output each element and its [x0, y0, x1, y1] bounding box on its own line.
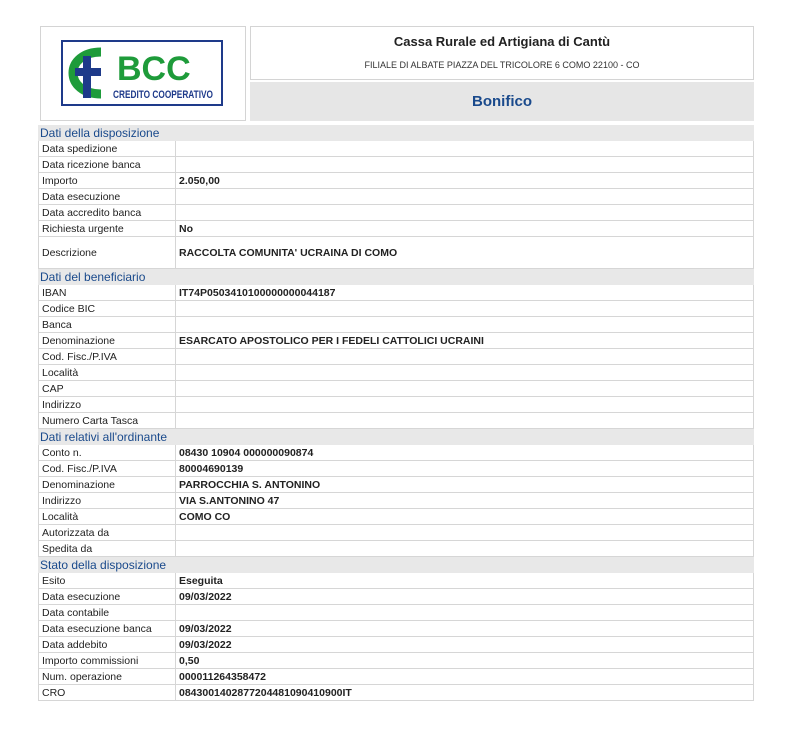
- section-header: Stato della disposizione: [38, 557, 754, 573]
- field-label: Data esecuzione banca: [38, 621, 176, 636]
- table-row: [38, 669, 754, 685]
- logo-subtext: CREDITO COOPERATIVO: [113, 89, 214, 101]
- field-value: PARROCCHIA S. ANTONINO: [176, 477, 754, 492]
- field-value: [176, 317, 754, 332]
- field-label: Denominazione: [38, 477, 176, 492]
- field-value: VIA S.ANTONINO 47: [176, 493, 754, 508]
- field-value: [176, 365, 754, 380]
- table-row: [38, 141, 754, 157]
- field-label: Codice BIC: [38, 301, 176, 316]
- field-label: Località: [38, 365, 176, 380]
- field-value: 09/03/2022: [176, 621, 754, 636]
- field-label: Data esecuzione: [38, 589, 176, 604]
- field-value: [176, 205, 754, 220]
- field-label: Data accredito banca: [38, 205, 176, 220]
- field-value: [176, 605, 754, 620]
- field-value: [176, 349, 754, 364]
- table-row: [38, 349, 754, 365]
- table-row: [38, 461, 754, 477]
- field-value: IT74P0503410100000000044187: [176, 285, 754, 300]
- table-row: [38, 685, 754, 701]
- field-label: Indirizzo: [38, 493, 176, 508]
- section-header: Dati del beneficiario: [38, 269, 754, 285]
- field-label: Importo commissioni: [38, 653, 176, 668]
- field-label: CRO: [38, 685, 176, 700]
- title-box: [250, 82, 754, 121]
- details-table: [38, 125, 754, 701]
- field-value: COMO CO: [176, 509, 754, 524]
- field-label: Esito: [38, 573, 176, 588]
- table-row: [38, 157, 754, 173]
- field-label: Richiesta urgente: [38, 221, 176, 236]
- table-row: [38, 189, 754, 205]
- field-label: Data ricezione banca: [38, 157, 176, 172]
- field-value: [176, 189, 754, 204]
- table-row: [38, 477, 754, 493]
- field-label: Numero Carta Tasca: [38, 413, 176, 428]
- field-value: [176, 381, 754, 396]
- field-value: [176, 397, 754, 412]
- field-label: Indirizzo: [38, 397, 176, 412]
- field-value: Eseguita: [176, 573, 754, 588]
- table-row: [38, 445, 754, 461]
- field-value: [176, 541, 754, 556]
- table-row: [38, 605, 754, 621]
- table-row: [38, 653, 754, 669]
- bank-branch: FILIALE DI ALBATE PIAZZA DEL TRICOLORE 6 COMO 22100 - CO: [364, 60, 640, 70]
- field-label: Data esecuzione: [38, 189, 176, 204]
- field-value: ESARCATO APOSTOLICO PER I FEDELI CATTOLICI UCRAINI: [176, 333, 754, 348]
- table-row: [38, 413, 754, 429]
- field-value: [176, 157, 754, 172]
- bank-name: Cassa Rurale ed Artigiana di Cantù: [393, 34, 611, 49]
- table-row: [38, 221, 754, 237]
- field-label: Data addebito: [38, 637, 176, 652]
- field-value: 000011264358472: [176, 669, 754, 684]
- field-label: Importo: [38, 173, 176, 188]
- bank-info-box: [250, 26, 754, 80]
- table-row: [38, 301, 754, 317]
- field-label: Autorizzata da: [38, 525, 176, 540]
- table-row: [38, 397, 754, 413]
- field-label: CAP: [38, 381, 176, 396]
- field-label: Cod. Fisc./P.IVA: [38, 349, 176, 364]
- section-header: Dati relativi all'ordinante: [38, 429, 754, 445]
- table-row: [38, 333, 754, 349]
- table-row: [38, 237, 754, 269]
- field-value: [176, 301, 754, 316]
- field-label: IBAN: [38, 285, 176, 300]
- table-row: [38, 493, 754, 509]
- field-label: Data contabile: [38, 605, 176, 620]
- logo-box: [40, 26, 246, 121]
- table-row: [38, 173, 754, 189]
- table-row: [38, 637, 754, 653]
- field-value: 80004690139: [176, 461, 754, 476]
- field-label: Località: [38, 509, 176, 524]
- field-value: 08430 10904 000000090874: [176, 445, 754, 460]
- field-label: Num. operazione: [38, 669, 176, 684]
- field-value: 09/03/2022: [176, 589, 754, 604]
- field-label: Conto n.: [38, 445, 176, 460]
- document-title: Bonifico: [472, 93, 532, 110]
- field-value: [176, 413, 754, 428]
- field-label: Denominazione: [38, 333, 176, 348]
- document-header: [40, 26, 754, 121]
- table-row: [38, 365, 754, 381]
- field-value: 0843001402877204481090410900IT: [176, 685, 754, 700]
- field-value: 2.050,00: [176, 173, 754, 188]
- field-label: Banca: [38, 317, 176, 332]
- table-row: [38, 285, 754, 301]
- field-value: 09/03/2022: [176, 637, 754, 652]
- table-row: [38, 525, 754, 541]
- table-row: [38, 205, 754, 221]
- table-row: [38, 589, 754, 605]
- field-label: Data spedizione: [38, 141, 176, 156]
- logo-text: BCC: [117, 50, 191, 88]
- field-value: [176, 525, 754, 540]
- field-value: No: [176, 221, 754, 236]
- field-label: Descrizione: [38, 237, 176, 268]
- field-value: 0,50: [176, 653, 754, 668]
- table-row: [38, 541, 754, 557]
- field-value: [176, 141, 754, 156]
- table-row: [38, 381, 754, 397]
- field-value: RACCOLTA COMUNITA' UCRAINA DI COMO: [176, 237, 754, 268]
- table-row: [38, 509, 754, 525]
- bcc-logo: [61, 40, 223, 106]
- field-label: Spedita da: [38, 541, 176, 556]
- table-row: [38, 621, 754, 637]
- field-label: Cod. Fisc./P.IVA: [38, 461, 176, 476]
- table-row: [38, 573, 754, 589]
- table-row: [38, 317, 754, 333]
- section-header: Dati della disposizione: [38, 125, 754, 141]
